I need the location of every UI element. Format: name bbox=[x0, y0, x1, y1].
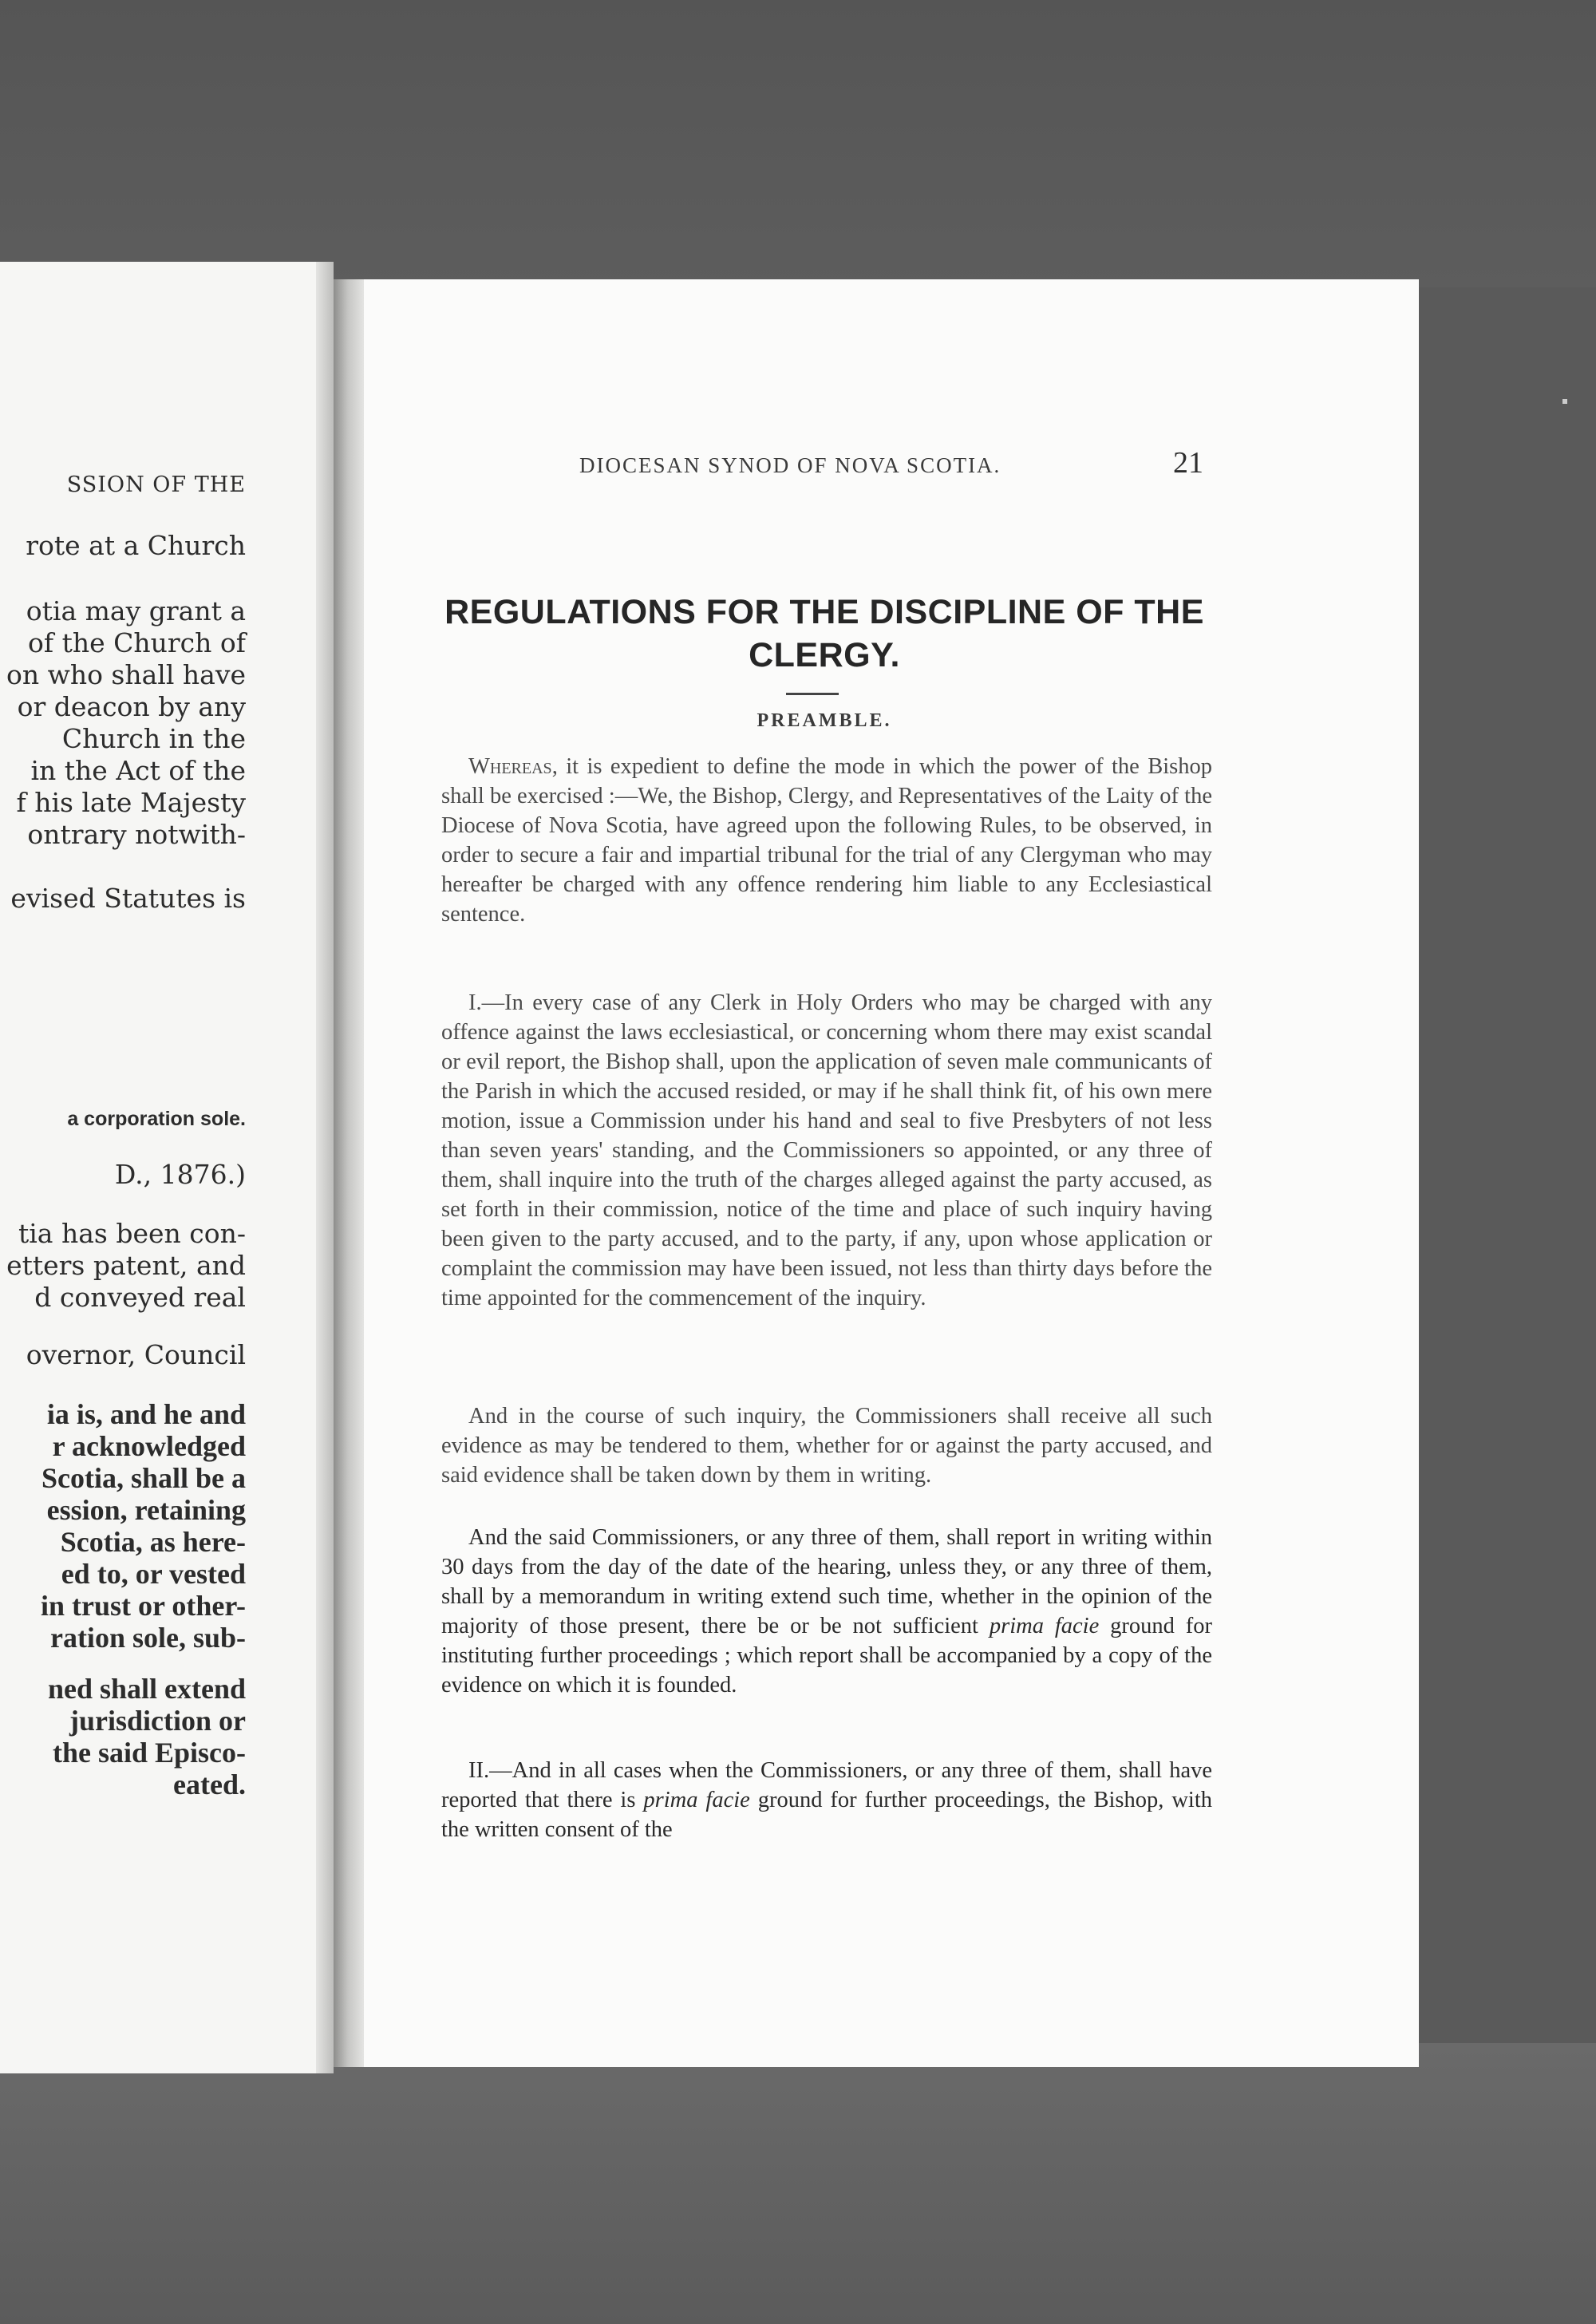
left-line: Scotia, shall be a bbox=[41, 1462, 246, 1494]
left-page-gutter bbox=[316, 262, 334, 2073]
preamble-paragraph bbox=[441, 752, 1212, 929]
rule-1-paragraph-3 bbox=[441, 1523, 1212, 1700]
page-spine bbox=[334, 279, 365, 2067]
left-line: Church in the bbox=[61, 723, 246, 754]
preamble-lead: Whereas bbox=[468, 754, 552, 779]
left-line: SSION OF THE bbox=[66, 472, 246, 497]
left-line: ned shall extend bbox=[47, 1673, 246, 1705]
left-line: ia is, and he and bbox=[46, 1398, 246, 1430]
left-line: d conveyed real bbox=[34, 1282, 246, 1313]
rule-1-paragraph-2: And in the course of such inquiry, the Commissioners shall receive all such evidence as may be tendered to them, whether for or against the party accused, and said evidence shall be taken down by them in writing. bbox=[441, 1404, 1212, 1488]
rule-2-text-b: ground for further proceedings, the Bishop, with the written consent of the bbox=[441, 1788, 1212, 1842]
left-line: r acknowledged bbox=[52, 1430, 246, 1462]
left-page bbox=[0, 262, 334, 2073]
dust-speck bbox=[1562, 399, 1567, 404]
left-line: f his late Majesty bbox=[16, 787, 246, 818]
left-line: ontrary notwith- bbox=[27, 819, 246, 850]
left-line: ration sole, sub- bbox=[49, 1622, 246, 1654]
left-line: overnor, Council bbox=[26, 1339, 246, 1370]
left-line: etters patent, and bbox=[6, 1250, 246, 1281]
left-line: ession, retaining bbox=[46, 1494, 246, 1526]
left-line: D., 1876.) bbox=[114, 1159, 246, 1190]
running-head: DIOCESAN SYNOD OF NOVA SCOTIA. bbox=[579, 453, 1001, 477]
page-number: 21 bbox=[1173, 446, 1203, 480]
section-subheading: PREAMBLE. bbox=[757, 710, 892, 731]
left-line: in the Act of the bbox=[30, 755, 246, 786]
title-line-2: CLERGY. bbox=[749, 636, 900, 674]
title-line-1: REGULATIONS FOR THE DISCIPLINE OF THE bbox=[444, 593, 1204, 631]
left-line: in trust or other- bbox=[41, 1590, 246, 1622]
left-line: ed to, or vested bbox=[61, 1558, 246, 1590]
rule-2-paragraph bbox=[441, 1756, 1212, 1844]
preamble-text: , it is expedient to define the mode in which the power of the Bishop shall be exercised :—We, the Bishop, Clergy, and Representatives of the Laity of the Diocese of Nova Scotia, have agreed upon the following Rules, to be observed, in order to secure a fair and impartial tribunal for the trial of any Clergyman who may hereafter be charged with any offence rendering him liable to any Ecclesiastical sentence. bbox=[441, 754, 1212, 927]
left-line: eated. bbox=[173, 1769, 246, 1800]
left-line: evised Statutes is bbox=[10, 883, 246, 914]
left-line: jurisdiction or bbox=[69, 1705, 246, 1737]
title-divider bbox=[786, 693, 839, 695]
left-line: otia may grant a bbox=[26, 595, 246, 626]
left-line: or deacon by any bbox=[17, 691, 246, 722]
left-line: a corporation sole. bbox=[67, 1108, 246, 1130]
background-top bbox=[0, 0, 1596, 287]
rule-1-paragraph-3-italic: prima facie bbox=[989, 1614, 1100, 1638]
rule-1-paragraph-3-text-b: ground for instituting further proceedings ; which report shall be accompanied by a copy of the evidence on which it is founded. bbox=[441, 1614, 1212, 1698]
page-title bbox=[429, 591, 1219, 677]
rule-1-paragraph-3-text-a: And the said Commissioners, or any three of them, shall report in writing within 30 days from the day of the date of the hearing, unless they, or any three of them, shall by a memorandum in writing extend such time, whether in the opinion of the majority of those present, there be or be not sufficient bbox=[441, 1525, 1212, 1638]
rule-2-italic: prima facie bbox=[643, 1788, 750, 1812]
left-line: rote at a Church bbox=[26, 530, 246, 561]
left-line: Scotia, as here- bbox=[60, 1526, 246, 1558]
left-line: the said Episco- bbox=[52, 1737, 246, 1769]
rule-2-text-a: II.—And in all cases when the Commissioners, or any three of them, shall have reported that there is bbox=[441, 1758, 1212, 1812]
background-bottom bbox=[0, 2043, 1596, 2324]
left-line: of the Church of bbox=[28, 627, 246, 658]
rule-1-paragraph: I.—In every case of any Clerk in Holy Orders who may be charged with any offence against the laws ecclesiastical, or concerning whom there may exist scandal or evil report, the Bishop shall, upon the application of seven male communicants of the Parish in which the accused resided, or may if he shall think fit, of his own mere motion, issue a Commission under his hand and seal to five Presbyters of not less than seven years' standing, and the Commissioners so appointed, or any three of them, shall inquire into the truth of the charges alleged against the party accused, as set forth in their commission, notice of the time and place of such inquiry having been given to the party accused, and to the party, if any, upon whose application or complaint the commission may have been issued, not less than thirty days before the time appointed for the commencement of the inquiry. bbox=[441, 990, 1212, 1310]
left-line: on who shall have bbox=[6, 659, 246, 690]
left-line: tia has been con- bbox=[18, 1218, 246, 1249]
